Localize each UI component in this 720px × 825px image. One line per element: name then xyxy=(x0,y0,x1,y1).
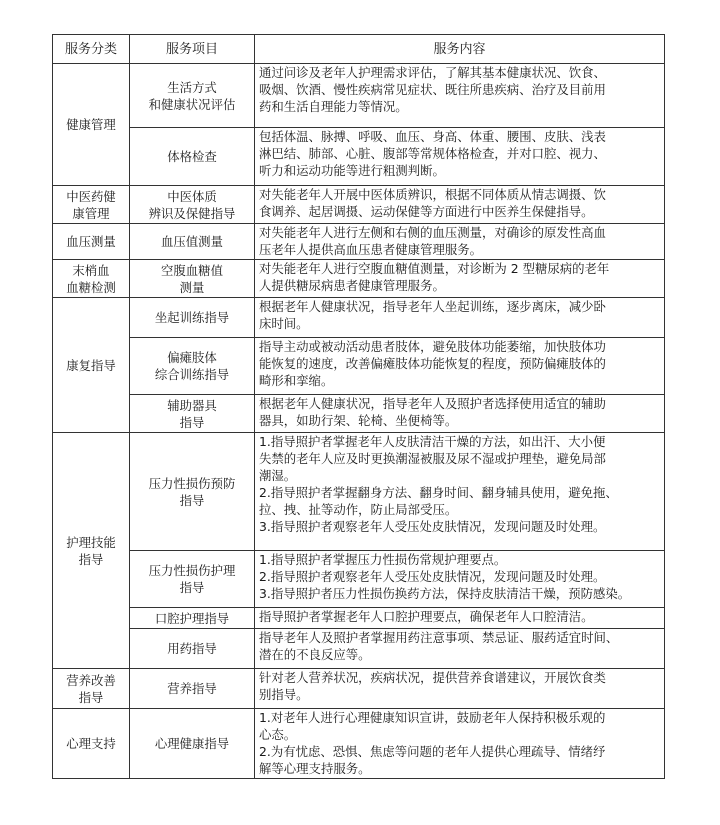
category-text: 指导 xyxy=(78,689,104,705)
item-text: 空腹血糖值 xyxy=(161,262,223,278)
header-row xyxy=(53,35,665,64)
content-text: 淋巴结、肺部、心脏、腹部等常规体格检查，并对口腔、视力、 xyxy=(259,146,606,161)
content-text: 食调养、起居调摄、运动保健等方面进行中医养生保健指导。 xyxy=(259,204,594,219)
item-text: 坐起训练指导 xyxy=(154,310,230,325)
category-text: 康复指导 xyxy=(66,357,116,373)
header-item: 服务项目 xyxy=(130,35,255,64)
category-text: 康管理 xyxy=(72,205,110,221)
content-cell xyxy=(255,224,665,260)
content-text: 通过问诊及老年人护理需求评估，了解其基本健康状况、饮食、 xyxy=(259,65,606,80)
item-cell xyxy=(130,551,255,608)
item-cell xyxy=(130,629,255,669)
category-cell xyxy=(53,669,130,709)
item-cell xyxy=(130,608,255,629)
content-text: 对失能老年人进行左侧和右侧的血压测量，对确诊的原发性高血 xyxy=(259,225,606,240)
header-category: 服务分类 xyxy=(53,35,130,64)
item-text: 和健康状况评估 xyxy=(148,96,236,112)
content-text: 根据老年人健康状况，指导老年人坐起训练，逐步离床，减少卧 xyxy=(259,299,606,314)
item-text: 用药指导 xyxy=(167,641,217,656)
content-text: 针对老人营养状况，疾病状况，提供营养食谱建议，开展饮食类 xyxy=(259,670,606,685)
table-row xyxy=(53,64,665,128)
content-text: 拉、拽、扯等动作，防止局部受压。 xyxy=(259,502,458,517)
content-text: 潜在的不良反应等。 xyxy=(259,647,371,662)
content-text: 药和生活自理能力等情况。 xyxy=(259,99,408,114)
category-cell xyxy=(53,186,130,224)
content-text: 2.指导照护者掌握翻身方法、翻身时间、翻身辅具使用，避免拖、 xyxy=(259,485,618,500)
table-row xyxy=(53,608,665,629)
service-table xyxy=(52,34,665,779)
content-text: 听力和运动功能等进行粗测判断。 xyxy=(259,163,445,178)
content-text: 3.指导照护者观察老年人受压处皮肤情况，发现问题及时处理。 xyxy=(259,519,606,534)
item-text: 营养指导 xyxy=(167,681,217,696)
content-cell xyxy=(255,669,665,709)
item-text: 压力性损伤护理 xyxy=(148,563,236,578)
content-text: 指导主动或被动活动患者肢体，避免肢体功能萎缩，加快肢体功 xyxy=(259,339,606,354)
item-cell xyxy=(130,186,255,224)
item-text: 辨识及保健指导 xyxy=(148,205,236,221)
content-cell xyxy=(255,709,665,779)
item-cell xyxy=(130,298,255,338)
content-text: 心态。 xyxy=(259,727,297,742)
table-row xyxy=(53,669,665,709)
category-text: 心理支持 xyxy=(66,736,116,751)
header-content: 服务内容 xyxy=(255,35,665,64)
content-cell xyxy=(255,395,665,433)
item-cell xyxy=(130,669,255,709)
item-text: 指导 xyxy=(179,580,205,595)
content-text: 失禁的老年人应及时更换潮湿被服及尿不湿或护理垫，避免局部 xyxy=(259,451,606,466)
item-text: 测量 xyxy=(179,279,205,295)
content-cell xyxy=(255,608,665,629)
item-cell xyxy=(130,260,255,298)
content-text: 床时间。 xyxy=(259,316,309,331)
item-text: 中医体质 xyxy=(167,188,217,204)
content-text: 指导照护者掌握老年人口腔护理要点，确保老年人口腔清洁。 xyxy=(259,609,594,624)
table-row xyxy=(53,298,665,338)
category-text: 血糖检测 xyxy=(66,279,116,295)
content-text: 根据老年人健康状况，指导老年人及照护者选择使用适宜的辅助 xyxy=(259,396,606,411)
table-row xyxy=(53,338,665,395)
category-cell xyxy=(53,224,130,260)
category-cell xyxy=(53,433,130,669)
content-text: 包括体温、脉搏、呼吸、血压、身高、体重、腰围、皮肤、浅表 xyxy=(259,129,606,144)
category-text: 中医药健 xyxy=(66,188,116,204)
category-cell xyxy=(53,260,130,298)
table-body xyxy=(53,64,665,779)
item-cell xyxy=(130,338,255,395)
content-text: 压老年人提供高血压患者健康管理服务。 xyxy=(259,242,483,257)
content-cell xyxy=(255,64,665,128)
table-row xyxy=(53,395,665,433)
category-cell xyxy=(53,298,130,433)
content-text: 器具，如助行架、轮椅、坐便椅等。 xyxy=(259,413,458,428)
content-text: 吸烟、饮酒、慢性疾病常见症状、既往所患疾病、治疗及目前用 xyxy=(259,82,606,97)
item-cell xyxy=(130,433,255,551)
category-text: 健康管理 xyxy=(66,117,116,132)
content-cell xyxy=(255,186,665,224)
content-text: 别指导。 xyxy=(259,687,309,702)
category-text: 指导 xyxy=(78,551,104,567)
content-cell xyxy=(255,433,665,551)
content-text: 畸形和挛缩。 xyxy=(259,373,334,388)
table-row xyxy=(53,260,665,298)
category-text: 护理技能 xyxy=(66,534,116,550)
item-text: 偏瘫肢体 xyxy=(167,350,217,365)
content-cell xyxy=(255,128,665,186)
item-text: 体格检查 xyxy=(167,149,217,164)
content-text: 指导老年人及照护者掌握用药注意事项、禁忌证、服药适宜时间、 xyxy=(259,630,619,645)
table-row xyxy=(53,551,665,608)
item-text: 口腔护理指导 xyxy=(154,610,230,626)
table-row xyxy=(53,709,665,779)
table-row xyxy=(53,224,665,260)
content-text: 1.指导照护者掌握老年人皮肤清洁干燥的方法，如出汗、大小便 xyxy=(259,434,606,449)
content-text: 能恢复的速度，改善偏瘫肢体功能恢复的程度，预防偏瘫肢体的 xyxy=(259,356,606,371)
content-cell xyxy=(255,338,665,395)
item-cell xyxy=(130,709,255,779)
item-text: 血压值测量 xyxy=(161,234,223,249)
content-cell xyxy=(255,298,665,338)
category-text: 营养改善 xyxy=(66,672,116,688)
item-cell xyxy=(130,128,255,186)
table-row xyxy=(53,128,665,186)
content-text: 3.指导照护者压力性损伤换药方法，保持皮肤清洁干燥，预防感染。 xyxy=(259,586,631,601)
table-row xyxy=(53,433,665,551)
content-text: 解等心理支持服务。 xyxy=(259,761,371,776)
item-cell xyxy=(130,395,255,433)
content-cell xyxy=(255,629,665,669)
item-text: 辅助器具 xyxy=(167,397,217,413)
item-text: 心理健康指导 xyxy=(154,736,230,751)
content-text: 对失能老年人进行空腹血糖值测量，对诊断为 2 型糖尿病的老年 xyxy=(259,261,610,276)
content-text: 1.对老年人进行心理健康知识宣讲，鼓励老年人保持积极乐观的 xyxy=(259,710,606,725)
content-text: 潮湿。 xyxy=(259,468,297,483)
content-text: 人提供糖尿病患者健康管理服务。 xyxy=(259,278,445,293)
item-text: 综合训练指导 xyxy=(154,367,230,382)
category-text: 末梢血 xyxy=(72,262,110,278)
content-text: 1.指导照护者掌握压力性损伤常规护理要点。 xyxy=(259,552,507,567)
table-row xyxy=(53,186,665,224)
content-text: 对失能老年人开展中医体质辨识，根据不同体质从情志调摄、饮 xyxy=(259,187,606,202)
item-cell xyxy=(130,64,255,128)
category-cell xyxy=(53,64,130,186)
category-text: 血压测量 xyxy=(66,234,116,249)
item-cell xyxy=(130,224,255,260)
content-text: 2.为有忧虑、恐惧、焦虑等问题的老年人提供心理疏导、情绪纾 xyxy=(259,744,606,759)
item-text: 指导 xyxy=(179,414,205,430)
item-text: 指导 xyxy=(179,492,205,508)
category-cell xyxy=(53,709,130,779)
item-text: 生活方式 xyxy=(167,79,217,95)
content-cell xyxy=(255,260,665,298)
table-row xyxy=(53,629,665,669)
content-cell xyxy=(255,551,665,608)
item-text: 压力性损伤预防 xyxy=(148,475,236,491)
content-text: 2.指导照护者观察老年人受压处皮肤情况，发现问题及时处理。 xyxy=(259,569,606,584)
